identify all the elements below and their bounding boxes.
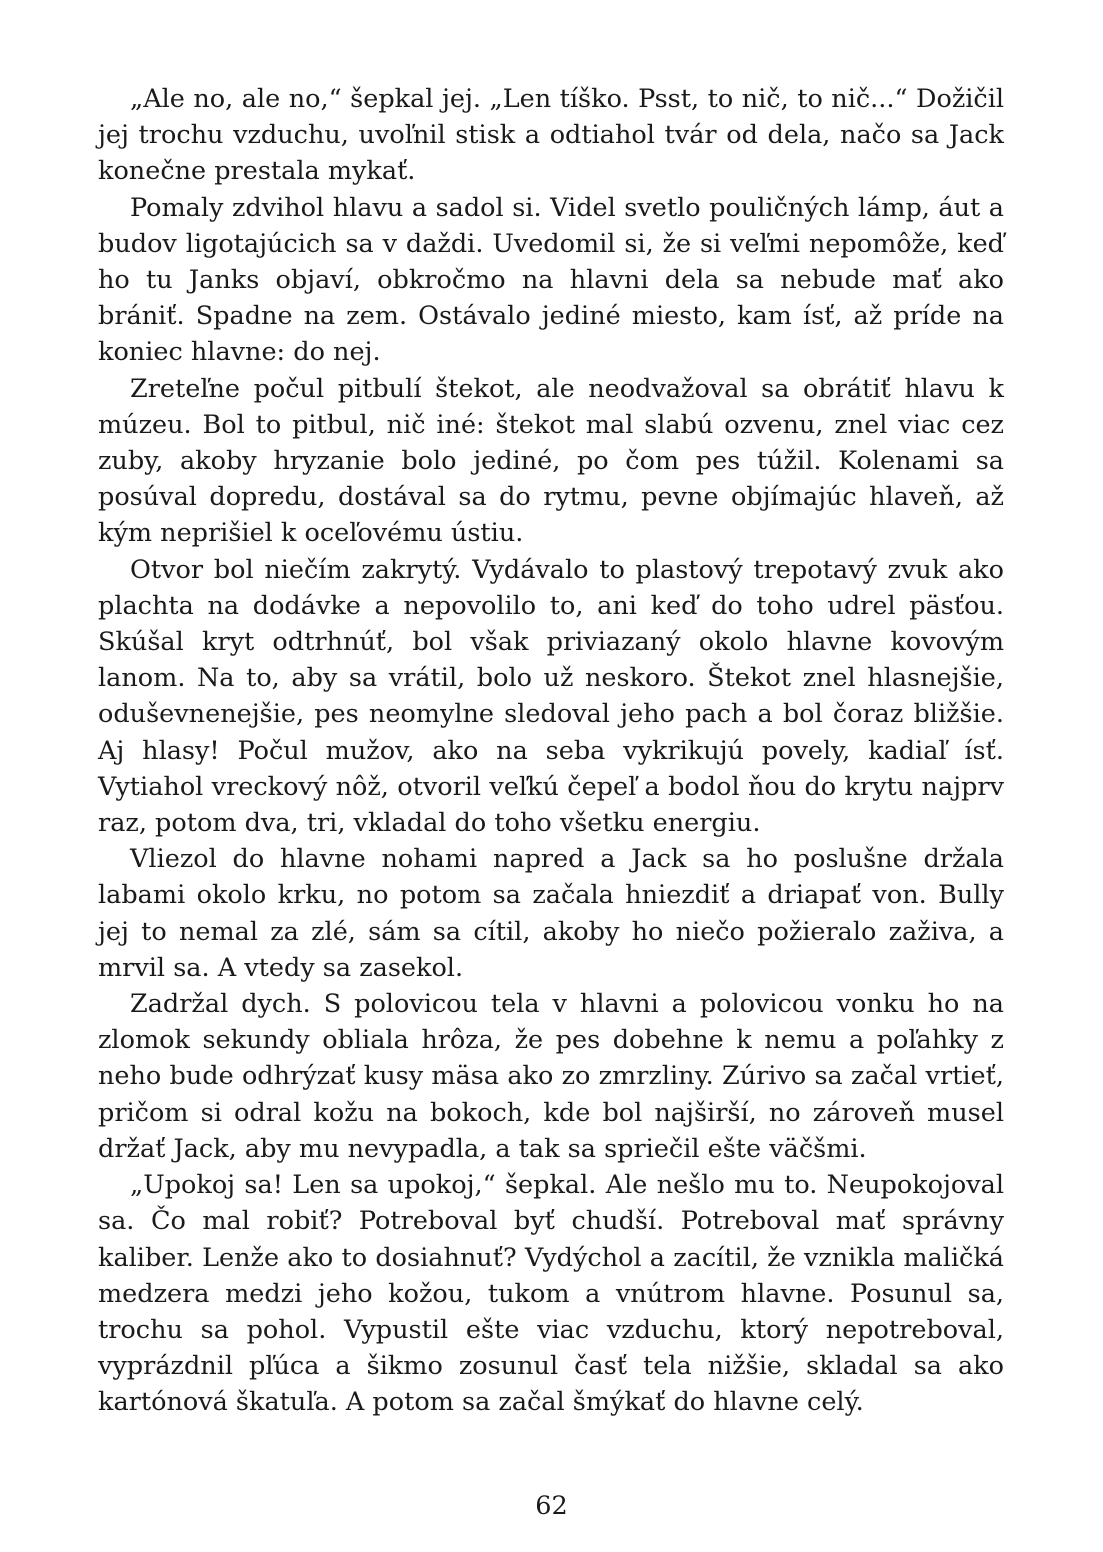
paragraph: Zreteľne počul pitbulí štekot, ale neodvažoval sa obrátiť hlavu k múzeu. Bol to pitbul, nič iné: štekot mal slabú ozvenu, znel viac cez zuby, akoby hryzanie bolo jediné, po čom pes túžil. Kolenami sa posúval dopredu, dostával sa do rytmu, pevne objímajúc hlaveň, až kým neprišiel k oceľovému ústiu. <box>98 373 1004 549</box>
body-text <box>98 81 1004 1421</box>
paragraph: Zadržal dych. S polovicou tela v hlavni a polovicou vonku ho na zlomok sekundy obliala hrôza, že pes dobehne k nemu a poľahky z neho bude odhrýzať kusy mäsa ako zo zmrzliny. Zúrivo sa začal vrtieť, pričom si odral kožu na bokoch, kde bol najširší, no zároveň musel držať Jack, aby mu nevypadla, a tak sa spriečil ešte väčšmi. <box>98 989 1004 1164</box>
paragraph: „Ale no, ale no,“ šepkal jej. „Len tíško. Psst, to nič, to nič...“ Dožičil jej trochu vzduchu, uvoľnil stisk a odtiahol tvár od dela, načo sa Jack konečne prestala mykať. <box>98 84 1004 187</box>
paragraph: Otvor bol niečím zakrytý. Vydávalo to plastový trepotavý zvuk ako plachta na dodávke a nepovolilo to, ani keď do toho udrel päsťou. Skúšal kryt odtrhnúť, bol však priviazaný okolo hlavne kovovým lanom. Na to, aby sa vrátil, bolo už neskoro. Štekot znel hlasnejšie, oduševnenejšie, pes neomylne sledoval jeho pach a bol čoraz bližšie. Aj hlasy! Počul mužov, ako na seba vykrikujú povely, kadiaľ ísť. Vytiahol vreckový nôž, otvoril veľkú čepeľ a bodol ňou do krytu najprv raz, potom dva, tri, vkladal do toho všetku energiu. <box>98 554 1004 839</box>
paragraph: Vliezol do hlavne nohami napred a Jack sa ho poslušne držala labami okolo krku, no potom sa začala hniezdiť a driapať von. Bully jej to nemal za zlé, sám sa cítil, akoby ho niečo požieralo zaživa, a mrvil sa. A vtedy sa zasekol. <box>98 844 1004 983</box>
paragraph: Pomaly zdvihol hlavu a sadol si. Videl svetlo pouličných lámp, áut a budov ligotajúcich sa v daždi. Uvedomil si, že si veľmi nepomôže, keď ho tu Janks objaví, obkročmo na hlavni dela sa nebude mať ako brániť. Spadne na zem. Ostávalo jediné miesto, kam ísť, až príde na koniec hlavne: do nej. <box>98 192 1004 368</box>
paragraph: „Upokoj sa! Len sa upokoj,“ šepkal. Ale nešlo mu to. Neupokojoval sa. Čo mal robiť? Potreboval byť chudší. Potreboval mať správny kaliber. Lenže ako to dosiahnuť? Vydýchol a zacítil, že vznikla maličká medzera medzi jeho kožou, tukom a vnútrom hlavne. Posunul sa, trochu sa pohol. Vypustil ešte viac vzduchu, ktorý nepotreboval, vyprázdnil pľúca a šikmo zosunul časť tela nižšie, skladal sa ako kartónová škatuľa. A potom sa začal šmýkať do hlavne celý. <box>98 1170 1004 1418</box>
page-number: 62 <box>535 1491 568 1521</box>
